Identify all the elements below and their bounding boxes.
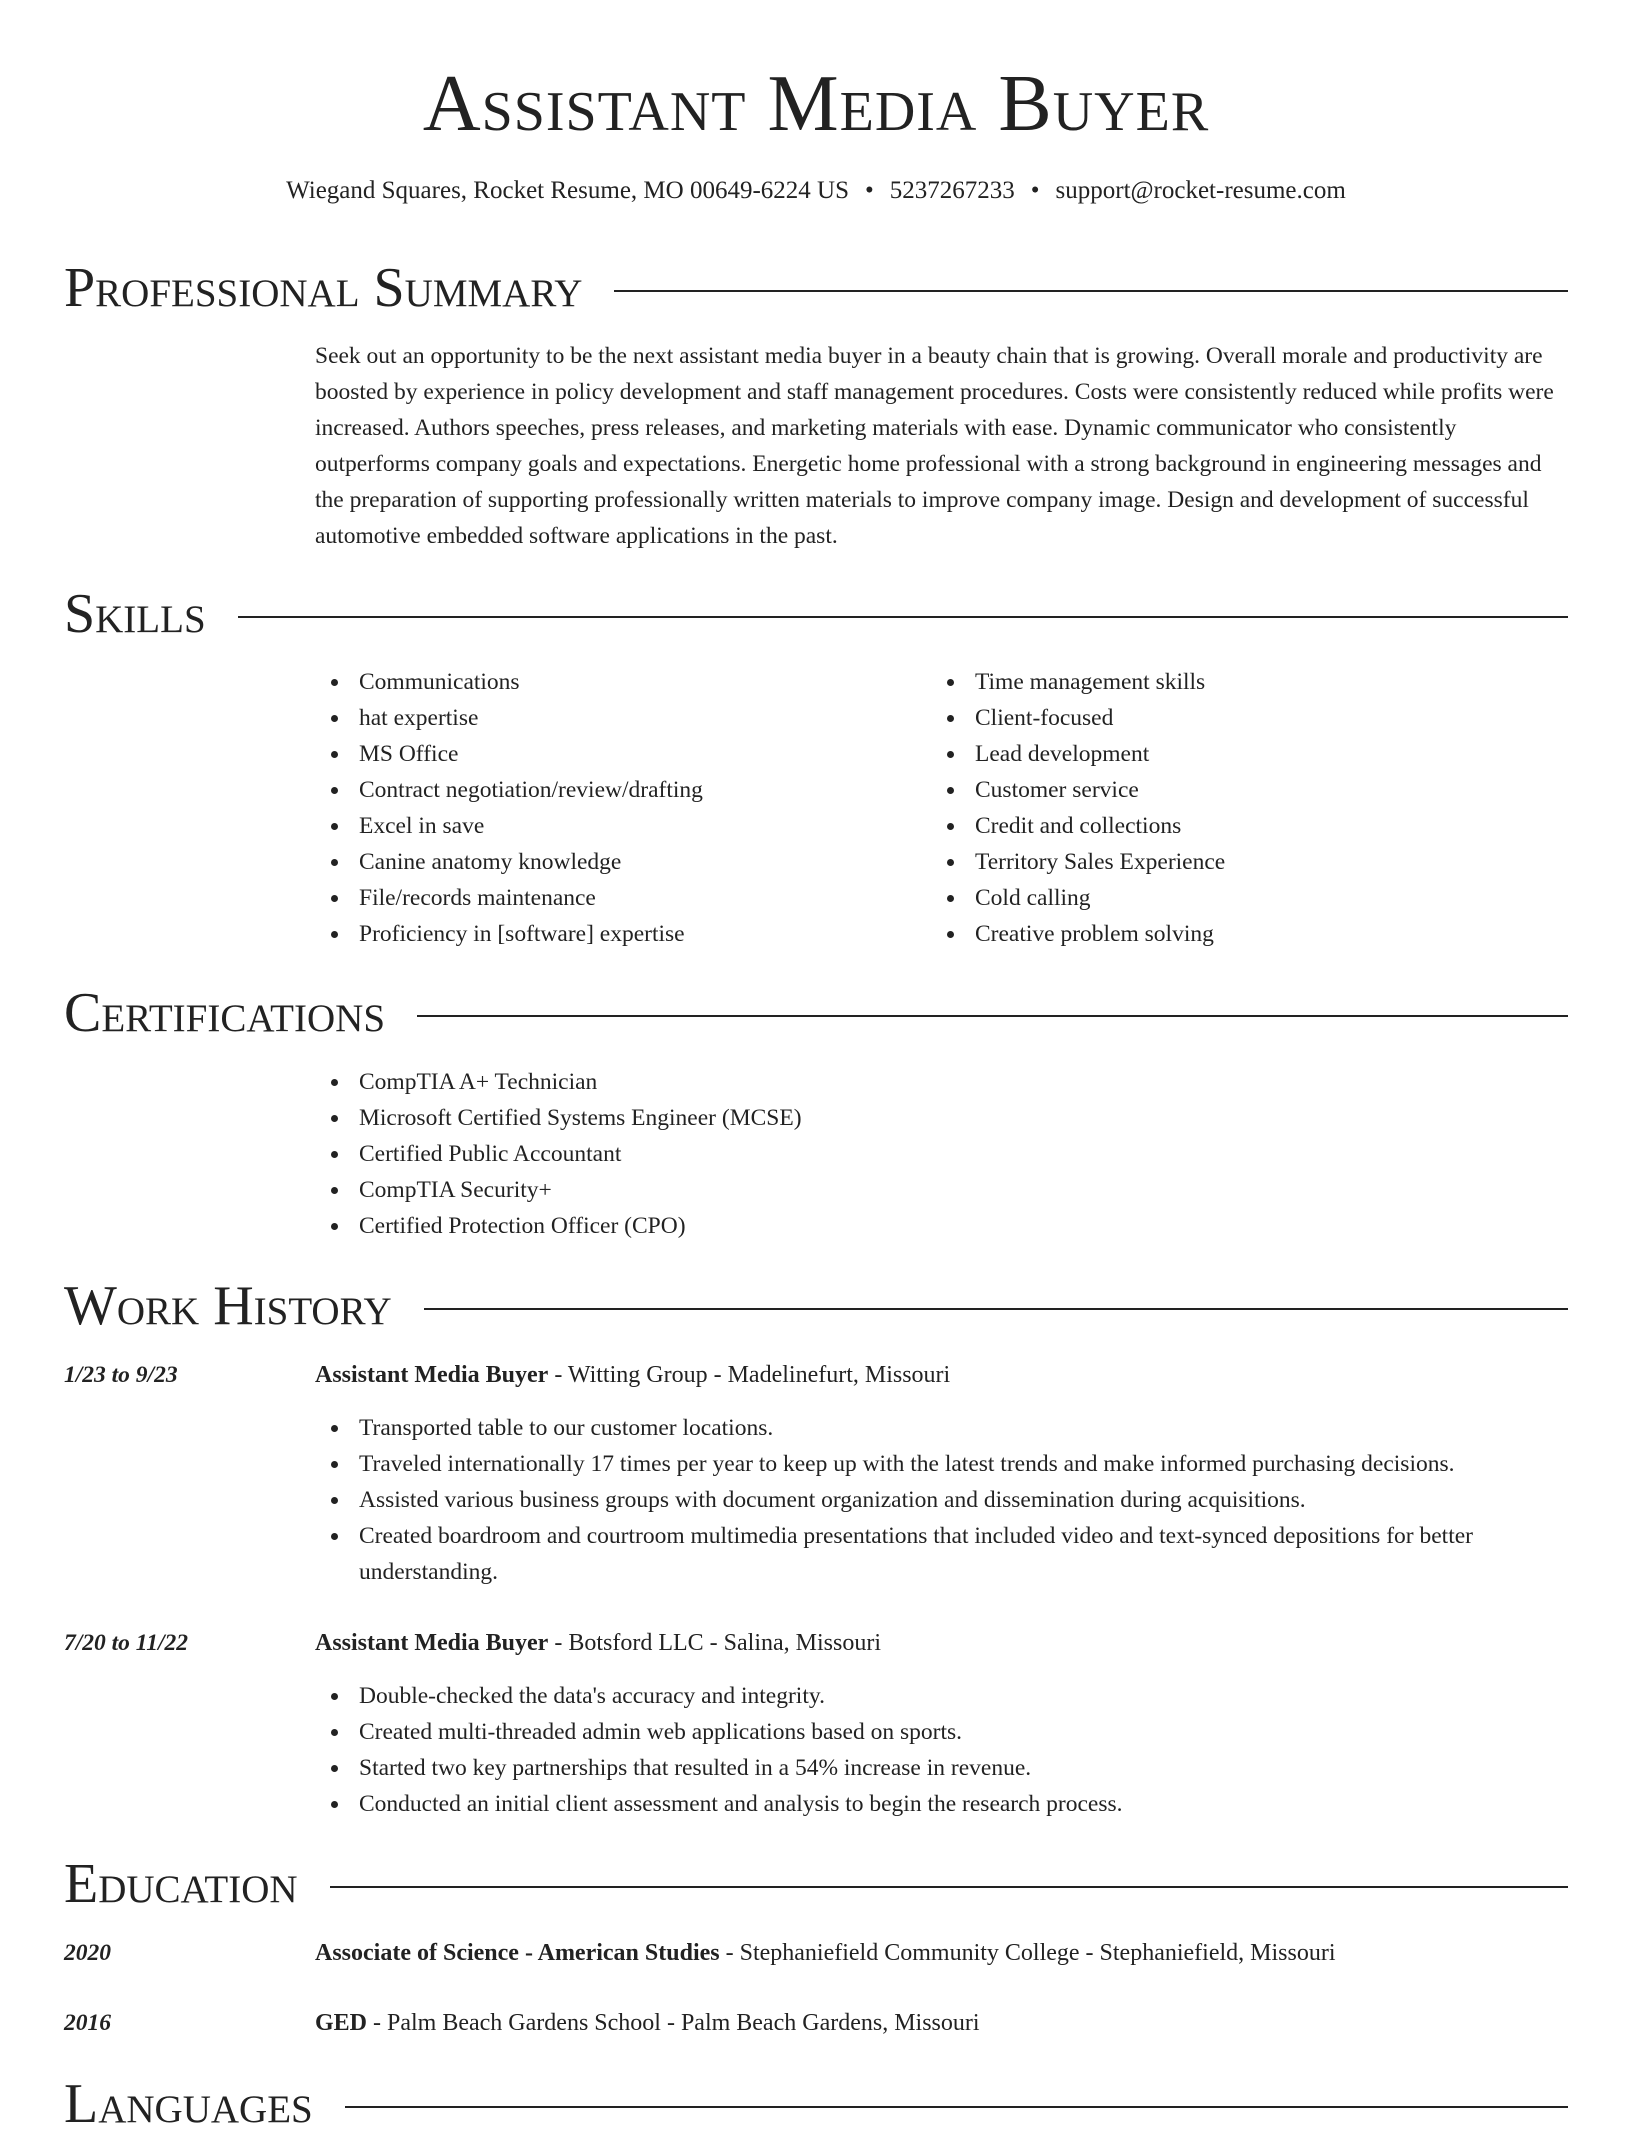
job-dates: 7/20 to 11/22 — [64, 1630, 189, 1656]
skill-item: Contract negotiation/review/drafting — [315, 772, 875, 808]
contact-address: Wiegand Squares, Rocket Resume, MO 00649-6224 US — [286, 177, 849, 204]
section-heading-work-history — [64, 1274, 1568, 1338]
skill-item: Client-focused — [931, 700, 1491, 736]
skill-item: Territory Sales Experience — [931, 844, 1491, 880]
skill-item: Time management skills — [931, 664, 1491, 700]
skill-item: Canine anatomy knowledge — [315, 844, 875, 880]
section-divider — [417, 1015, 1568, 1017]
skills-list-left — [315, 664, 875, 952]
section-heading-summary — [64, 256, 1568, 320]
section-title: Certifications — [64, 982, 386, 1044]
contact-line — [0, 174, 1632, 208]
job-company: - Botsford LLC - Salina, Missouri — [548, 1630, 881, 1656]
skill-item: Lead development — [931, 736, 1491, 772]
education-year: 2016 — [64, 2010, 111, 2036]
education-entry — [64, 2005, 1568, 2045]
job-header — [64, 1357, 1568, 1397]
section-heading-education — [64, 1852, 1568, 1916]
certification-item: Certified Protection Officer (CPO) — [315, 1208, 1515, 1244]
skill-item: File/records maintenance — [315, 880, 875, 916]
certification-item: Certified Public Accountant — [315, 1136, 1515, 1172]
section-heading-certifications — [64, 981, 1568, 1045]
skill-item: Proficiency in [software] expertise — [315, 916, 875, 952]
contact-separator: • — [864, 177, 874, 204]
certification-item: CompTIA A+ Technician — [315, 1064, 1515, 1100]
job-bullet: Started two key partnerships that resulted in a 54% increase in revenue. — [315, 1750, 1568, 1786]
skill-item: Credit and collections — [931, 808, 1491, 844]
job-bullet: Traveled internationally 17 times per year to keep up with the latest trends and make informed purchasing decisions. — [315, 1446, 1568, 1482]
skill-item: MS Office — [315, 736, 875, 772]
job-bullet: Double-checked the data's accuracy and integrity. — [315, 1678, 1568, 1714]
job-bullet: Transported table to our customer locations. — [315, 1410, 1568, 1446]
section-title: Education — [64, 1853, 298, 1915]
job-title-line — [315, 1357, 1568, 1393]
education-line — [315, 2005, 1568, 2041]
job-bullets — [315, 1410, 1568, 1590]
job-title-line — [315, 1625, 1568, 1661]
section-heading-languages — [64, 2072, 1568, 2136]
section-divider — [330, 1886, 1568, 1888]
education-entry — [64, 1935, 1568, 1975]
certification-item: CompTIA Security+ — [315, 1172, 1515, 1208]
section-title: Professional Summary — [64, 257, 583, 319]
education-line — [315, 1935, 1568, 1971]
skills-list-right — [931, 664, 1491, 952]
skill-item: Creative problem solving — [931, 916, 1491, 952]
certifications-list — [315, 1064, 1515, 1244]
section-title: Skills — [64, 583, 206, 645]
job-role: Assistant Media Buyer — [315, 1362, 549, 1388]
skill-item: Customer service — [931, 772, 1491, 808]
job-dates: 1/23 to 9/23 — [64, 1362, 178, 1388]
section-divider — [345, 2106, 1568, 2108]
section-divider — [238, 616, 1568, 618]
section-title: Languages — [64, 2073, 313, 2135]
section-divider — [424, 1308, 1568, 1310]
contact-separator: • — [1030, 177, 1040, 204]
section-divider — [614, 290, 1568, 292]
skill-item: Communications — [315, 664, 875, 700]
job-bullet: Created boardroom and courtroom multimedia presentations that included video and text-synced depositions for better understanding. — [315, 1518, 1568, 1590]
skill-item: Cold calling — [931, 880, 1491, 916]
contact-email[interactable]: support@rocket-resume.com — [1055, 177, 1346, 204]
job-company: - Witting Group - Madelinefurt, Missouri — [548, 1362, 951, 1388]
education-degree: Associate of Science - American Studies — [315, 1940, 720, 1966]
certification-item: Microsoft Certified Systems Engineer (MCSE) — [315, 1100, 1515, 1136]
section-title: Work History — [64, 1275, 392, 1337]
contact-phone: 5237267233 — [889, 177, 1015, 204]
job-role: Assistant Media Buyer — [315, 1630, 549, 1656]
job-bullet: Assisted various business groups with document organization and dissemination during acquisitions. — [315, 1482, 1568, 1518]
education-school: - Stephaniefield Community College - Stephaniefield, Missouri — [719, 1940, 1336, 1966]
skill-item: Excel in save — [315, 808, 875, 844]
skill-item: hat expertise — [315, 700, 875, 736]
job-bullets — [315, 1678, 1568, 1822]
education-school: - Palm Beach Gardens School - Palm Beach Gardens, Missouri — [367, 2010, 980, 2036]
job-header — [64, 1625, 1568, 1665]
candidate-name: Assistant Media Buyer — [422, 60, 1210, 148]
education-year: 2020 — [64, 1940, 111, 1966]
job-bullet: Conducted an initial client assessment and analysis to begin the research process. — [315, 1786, 1568, 1822]
section-heading-skills — [64, 582, 1568, 646]
education-degree: GED — [315, 2010, 368, 2036]
summary-text: Seek out an opportunity to be the next assistant media buyer in a beauty chain that is growing. Overall morale and productivity are boosted by experience in policy development and staff management procedures. Costs were consistently reduced while profits were increased. Authors speeches, press releases, and marketing materials with ease. Dynamic communicator who consistently outperforms company goals and expectations. Energetic home professional with a strong background in engineering messages and the preparation of supporting professionally written materials to improve company image. Design and development of successful automotive embedded software applications in the past. — [315, 343, 1554, 549]
job-bullet: Created multi-threaded admin web applications based on sports. — [315, 1714, 1568, 1750]
